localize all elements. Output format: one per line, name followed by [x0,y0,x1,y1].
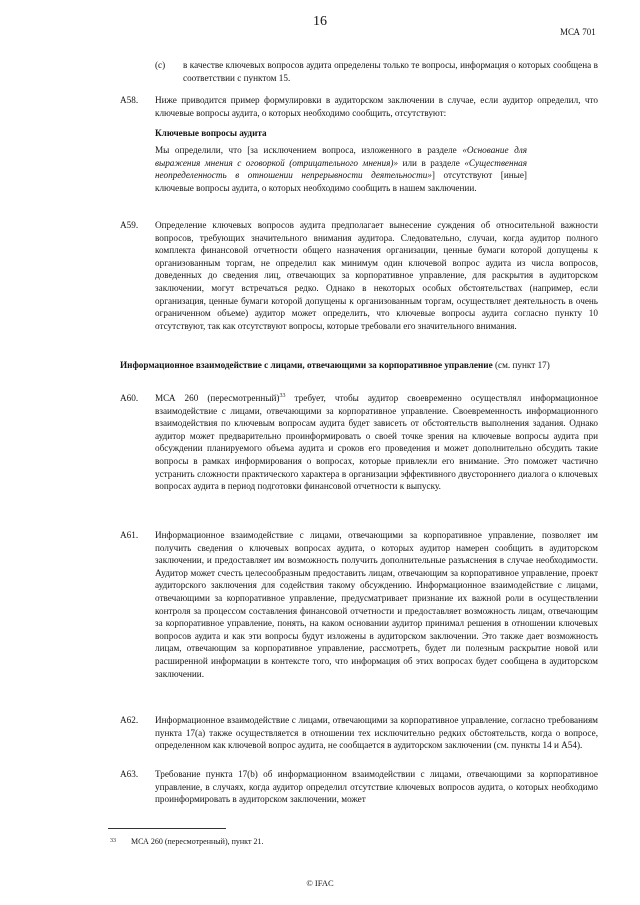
para-a59-number: A59. [120,220,139,230]
example-text-part1: Мы определили, что [за исключением вопроса, изложенного в разделе [155,145,457,155]
example-title: Ключевые вопросы аудита [155,128,267,138]
para-a60-text [155,392,598,493]
para-a58-text: Ниже приводится пример формулировки в аудиторском заключении в случае, если аудитор определил, что ключевые вопросы аудита, о которых необходимо сообщить, отсутствуют: [155,95,598,118]
para-a63-text: Требование пункта 17(b) об информационном взаимодействии с лицами, отвечающими за корпоративное управление, в случаях, когда аудитор определил отсутствие ключевых вопросов аудита, о которых необходимо проинформировать в аудиторском заключении, может [155,769,598,805]
section-heading-title: Информационное взаимодействие с лицами, отвечающими за корпоративное управление [120,360,493,370]
para-a58-number: A58. [120,95,139,105]
footnote-reference: 33 [279,392,286,399]
document-code: МСА 701 [560,27,596,37]
example-text-going-concern: «Существенная неопределенность в отношении непрерывности деятельности» [155,157,527,181]
item-c-label: (c) [155,60,166,70]
footer-copyright: © IFAC [306,878,334,888]
footnote-divider [108,828,226,829]
para-a62-number: A62. [120,715,139,725]
para-a62-text: Информационное взаимодействие с лицами, отвечающими за корпоративное управление, согласно требованиям пункта 17(a) также осуществляется в отношении тех исключительно редких обстоятельств, когда о вопросе, определенном как ключевой вопрос аудита, не сообщается в аудиторском заключении (см. пункты 14 и A54). [155,715,598,751]
example-text-part5: ] отсутствуют [иные] ключевые вопросы аудита, о которых необходимо сообщить в нашем заключении. [155,170,527,193]
para-a60-number: A60. [120,393,139,403]
para-a63-number: A63. [120,769,139,779]
para-a60-text-1: МСА 260 (пересмотренный) [155,393,280,403]
example-text-part3: или в разделе [398,157,465,168]
item-c-text: в качестве ключевых вопросов аудита определены только те вопросы, информация о которых сообщена в соответствии с пунктом 15. [183,60,598,83]
para-a61-text: Информационное взаимодействие с лицами, отвечающими за корпоративное управление, позволяет им получить сведения о ключевых вопросах аудита, о которых аудитор намерен сообщить в аудиторском заключении, и предоставляет им возможность получить дополнительные разъяснения в случае необходимости. Аудитор может счесть целесообразным предоставить лицам, отвечающим за корпоративное управление, проект аудиторского заключения для содействия такому обсуждению. Информационное взаимодействие с лицами, отвечающими за корпоративное управление, предусматривает признание их важной роли в осуществлении контроля за процессом составления финансовой отчетности и предоставляет возможность лицам, отвечающим за корпоративное управление, понять, на каком основании аудитор принимал решения в отношении ключевых вопросов аудита и как эти вопросы будут изложены в аудиторском заключении. Это также дает возможность лицам, отвечающим за корпоративное управление, рассмотреть, будет ли полезным раскрытие новой или расширенной информации в контексте того, что информация об этих вопросах будет сообщена в аудиторском заключении. [155,530,598,679]
section-heading [120,359,598,372]
footnote-mark: 33 [110,838,116,844]
para-a61-number: A61. [120,530,139,540]
para-a59-text: Определение ключевых вопросов аудита предполагает вынесение суждения об относительной важности вопросов, требующих значительного внимания аудитора. Следовательно, случаи, когда аудитор полного комплекта финансовой отчетности общего назначения организации, ценные бумаги которой допущены к организованным торгам, не определил как минимум один ключевой вопрос аудита из числа вопросов, доведенных до сведения лиц, отвечающих за корпоративное управление, для раскрытия в аудиторском заключении, могут встречаться редко. Однако в некоторых особых обстоятельствах (например, если организация, ценные бумаги которой допущены к организованным торгам, осуществляет деятельность в очень ограниченном объеме) аудитор может определить, что ключевые вопросы аудита согласно пункту 10 отсутствуют, так как отсутствуют вопросы, которые требовали его значительного внимания. [155,220,598,331]
example-text [155,144,527,194]
example-text-qualified-opinion: «Основание для выражения мнения с оговоркой (отрицательного мнения)» [155,145,527,168]
page-number: 16 [313,14,327,29]
section-heading-ref: (см. пункт 17) [492,360,550,370]
para-a60-text-2: требует, чтобы аудитор своевременно осуществлял информационное взаимодействие с лицами, отвечающими за корпоративное управление. Своевременность информационного взаимодействия по ключевым вопросам аудита будет зависеть от обстоятельств выполнения задания. Однако аудитор может предварительно проинформировать о своей точке зрения на ключевые вопросы аудита при обсуждении планируемого объема аудита и сроков его проведения и может дополнительно обсудить такие вопросы в рамках информирования о вопросах, которые привлекли его внимание. Это поможет частично устранить сложности практического характера в организации эффективного двустороннего диалога о ключевых вопросах аудита в период подготовки финансовой отчетности к выпуску. [155,393,599,492]
footnote-text: МСА 260 (пересмотренный), пункт 21. [131,837,264,846]
